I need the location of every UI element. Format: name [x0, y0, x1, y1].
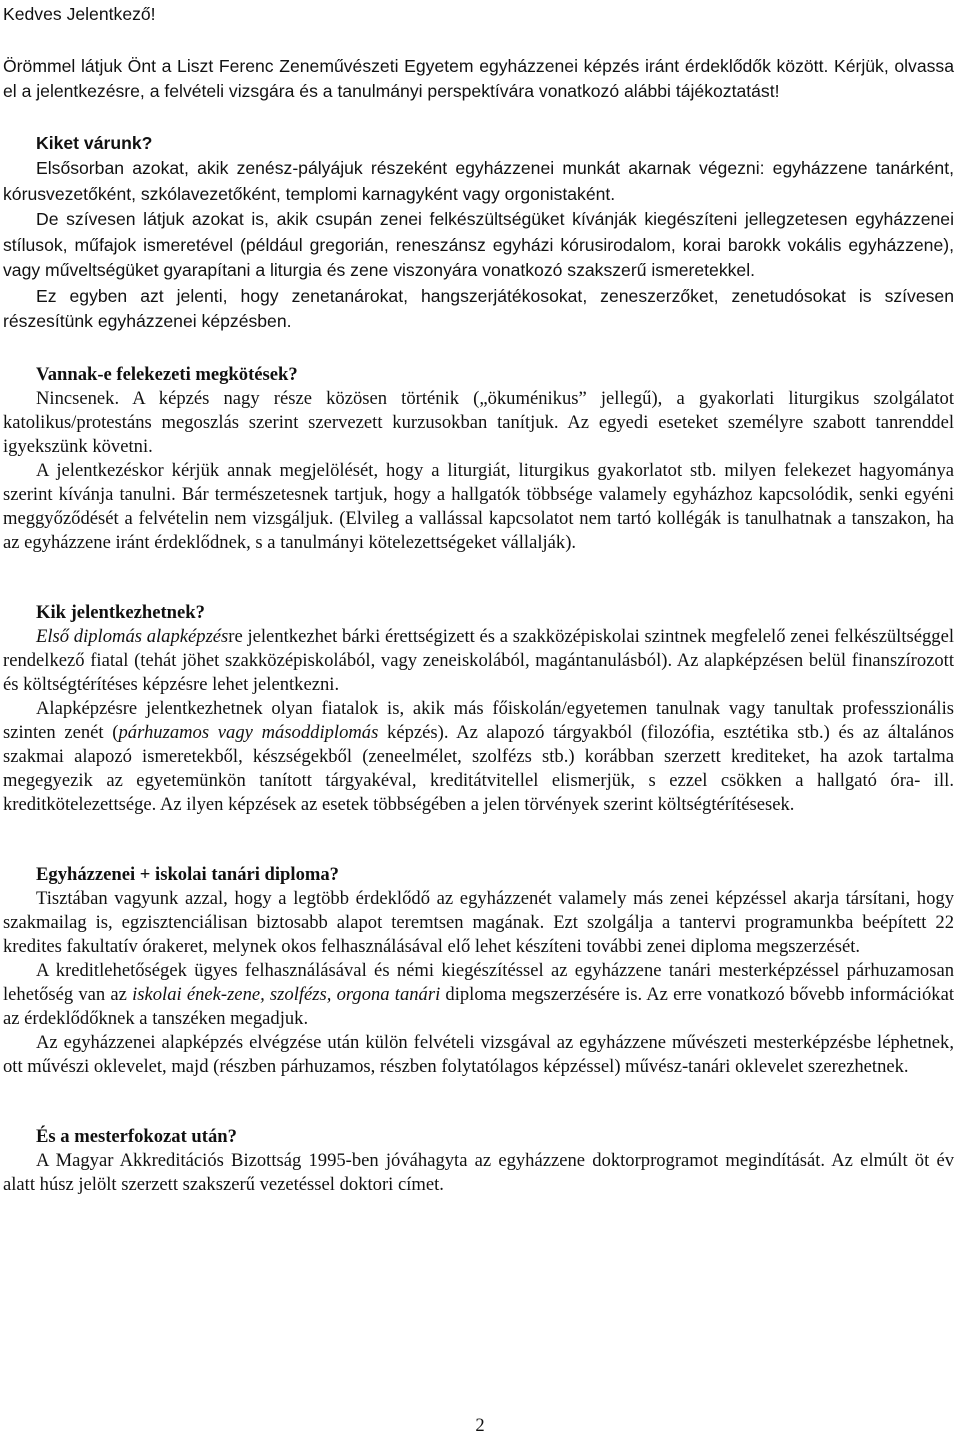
school-teacher-emphasis: iskolai ének-zene, szolfézs, orgona tanári: [132, 983, 441, 1005]
section-4-paragraph-2-text-a: A kreditlehetőségek ügyes felhasználásával és némi kiegészítéssel az egyházzene tanári mesterképzéssel párhuzamosan lehetőség van az: [3, 959, 954, 1005]
section-3-paragraph-2-text-a: Alapképzésre jelentkezhetnek olyan fiatalok is, akik más főiskolán/egyetemen tanulnak vagy tanultak professzionális szinten zenét (: [3, 697, 954, 743]
section-heading-teacher-diploma: Egyházzenei + iskolai tanári diploma?: [36, 863, 339, 885]
section-4-paragraph-3: Az egyházzenei alapképzés elvégzése után külön felvételi vizsgával az egyházzene művészeti mesterképzésbe léphetnek, ott művészi oklevelet, majd (részben párhuzamos, részben folytatólagos képzéssel) művész-tanári oklevelet szerezhetnek.: [3, 1031, 954, 1077]
section-5-paragraph-1: A Magyar Akkreditációs Bizottság 1995-ben jóváhagyta az egyházzene doktorprogramot megindítását. Az elmúlt öt év alatt húsz jelölt szerzett szakszerű vezetéssel doktori címet.: [3, 1149, 954, 1195]
section-heading-after-masters: És a mesterfokozat után?: [36, 1125, 237, 1147]
section-3-paragraph-2-text-b: képzés). Az alapozó tárgyakból (filozófia, esztétika stb.) és az általános szakmai alapozó ismeretekből, készségekből (zeneelmélet, szolfézs stb.) korábban szerzett krediteket, ha azok tartalma megegyezik az egyetemünkön tanított tárgyakéval, kreditátvitellel elismerjük, s ezzel csökken a hallgató óra- ill. kreditkötelezettsége. Az ilyen képzések az esetek többségében a jelen törvények szerint költségtérítésesek.: [3, 721, 954, 815]
section-1-paragraph-2: De szívesen látjuk azokat is, akik csupán zenei felkészültségüket kívánják kiegészíteni jellegzetesen egyházzenei stílusok, műfajok ismeretével (például gregorián, reneszánsz egyházi kórusirodalom, korai barokk vokális egyházzene), vagy műveltségüket gyarapítani a liturgia és zene viszonyára vonatkozó szakszerű ismeretekkel.: [3, 209, 954, 280]
section-4-paragraph-2: [3, 959, 954, 1031]
section-2-paragraph-1: Nincsenek. A képzés nagy része közösen történik („ökuménikus” jellegű), a gyakorlati liturgikus szolgálatot katolikus/protestáns megoszlás szerint szervezett kurzusokban tanítjuk. Az egyedi eseteket személyre szabott tanrenddel igyekszünk követni.: [3, 387, 954, 457]
document-page: [3, 0, 954, 1197]
section-4-paragraph-1: Tisztában vagyunk azzal, hogy a legtöbb érdeklődő az egyházzenét valamely más zenei képzéssel akarja társítani, hogy szakmailag is, egzisztenciálisan biztosabb alapot teremtsen magának. Ezt szolgálja a tantervi programunkba beépített 22 kredites fakultatív órakeret, melynek okos felhasználásával elő lehet készíteni további zenei diploma megszerzését.: [3, 887, 954, 957]
page-number: 2: [475, 1415, 485, 1436]
greeting: Kedves Jelentkező!: [3, 4, 156, 24]
section-1-paragraph-3: Ez egyben azt jelenti, hogy zenetanárokat, hangszerjátékosokat, zeneszerzőket, zenetudósokat is szívesen részesítünk egyházzenei képzésben.: [3, 285, 954, 331]
section-3-paragraph-1-text: re jelentkezhet bárki érettségizett és a szakközépiskolai szintnek megfelelő zenei felkészültséggel rendelkező fiatal (tehát jöhet szakközépiskolából, vagy zeneiskolából, magántanulásból). Az alapképzésen belül finanszírozott és költségtérítéses képzésre lehet jelentkezni.: [3, 625, 954, 695]
section-2-paragraph-2: A jelentkezéskor kérjük annak megjelölését, hogy a liturgiát, liturgikus gyakorlatot stb. milyen felekezet hagyománya szerint kívánja tanulni. Bár természetesnek tartjuk, hogy a hallgatók többsége valamely egyházhoz kapcsolódik, senki egyéni meggyőződését a felvételin nem vizsgáljuk. (Elvileg a vallással kapcsolatot nem tartó kollégák is tanulhatnak a tanszakon, ha az egyházzene iránt érdeklődnek, s a tanulmányi kötelezettségeket vállalják).: [3, 459, 954, 553]
parallel-degree-emphasis: párhuzamos vagy másoddiplomás: [118, 721, 379, 743]
first-degree-emphasis: Első diplomás alapképzés: [36, 625, 229, 647]
section-1-paragraph-1: Elsősorban azokat, akik zenész-pályájuk részeként egyházzenei munkát akarnak végezni: egyházzene tanárként, kórusvezetőként, szkólavezetőként, templomi karnagyként vagy orgonistaként.: [3, 158, 954, 204]
section-4-paragraph-2-text-b: diploma megszerzésére is. Az erre vonatkozó bővebb információkat az érdeklődőknek a tanszéken megadjuk.: [3, 983, 954, 1029]
section-3-paragraph-1: [3, 625, 954, 697]
intro-paragraph: Örömmel látjuk Önt a Liszt Ferenc Zeneművészeti Egyetem egyházzenei képzés iránt érdeklődők között. Kérjük, olvassa el a jelentkezésre, a felvételi vizsgára és a tanulmányi perspektívára vonatkozó alábbi tájékoztatást!: [3, 55, 954, 101]
section-heading-denominational: Vannak-e felekezeti megkötések?: [36, 363, 298, 385]
section-3-paragraph-2: [3, 697, 954, 817]
section-heading-who-we-expect: Kiket várunk?: [36, 132, 153, 153]
section-heading-who-can-apply: Kik jelentkezhetnek?: [36, 601, 205, 623]
